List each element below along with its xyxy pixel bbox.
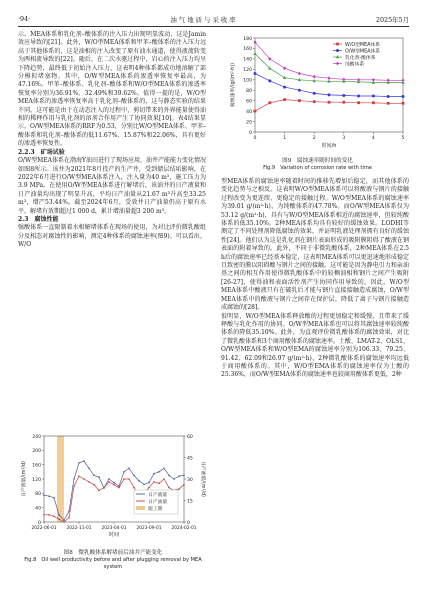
x-tick-label: 2023-04-01 bbox=[101, 526, 127, 531]
data-point bbox=[254, 110, 257, 113]
oil-point bbox=[133, 487, 135, 489]
right-column-text bbox=[221, 178, 409, 380]
oil-point bbox=[103, 487, 105, 489]
data-point bbox=[357, 78, 360, 82]
y-right-tick-label: 15 bbox=[187, 499, 193, 505]
liquid-point bbox=[143, 484, 145, 486]
oil-point bbox=[113, 484, 115, 486]
liquid-point bbox=[168, 475, 170, 477]
oil-point bbox=[53, 515, 55, 517]
data-point bbox=[283, 76, 286, 79]
liquid-point bbox=[123, 471, 125, 473]
data-point bbox=[268, 101, 271, 104]
data-point bbox=[253, 52, 256, 55]
y-tick-label: 160 bbox=[243, 47, 252, 53]
liquid-point bbox=[73, 478, 75, 480]
oil-point bbox=[108, 481, 110, 483]
series-line bbox=[255, 42, 403, 80]
data-point bbox=[357, 94, 360, 97]
oil-point bbox=[68, 517, 70, 519]
x-tick-label: 2022-11-01 bbox=[66, 526, 92, 531]
fig9-caption-cn: 图9 腐蚀速率随时间的变化 bbox=[282, 158, 353, 164]
oil-point bbox=[183, 484, 185, 486]
data-point bbox=[342, 94, 345, 97]
data-point bbox=[402, 102, 405, 105]
liquid-point bbox=[43, 494, 45, 496]
oil-point bbox=[88, 481, 90, 483]
fig8-caption-en: Fig.8 Oil well productivity before and after plugging removal by MEA system bbox=[24, 557, 202, 570]
data-point bbox=[401, 79, 404, 83]
oil-point bbox=[78, 475, 80, 477]
x-tick-label: 3 bbox=[342, 136, 346, 141]
liquid-point bbox=[128, 467, 130, 469]
y-right-tick-label: 60 bbox=[187, 434, 193, 440]
oil-point bbox=[93, 484, 95, 486]
liquid-point bbox=[53, 497, 55, 499]
header-rule bbox=[18, 26, 409, 27]
liquid-point bbox=[158, 471, 160, 473]
liquid-point bbox=[93, 475, 95, 477]
fig8-chart bbox=[18, 430, 208, 546]
liquid-point bbox=[68, 510, 70, 512]
fig9-caption bbox=[225, 158, 410, 172]
oil-point bbox=[73, 485, 75, 487]
data-point bbox=[313, 92, 316, 95]
y-left-tick-label: 120 bbox=[32, 477, 41, 483]
liquid-point bbox=[138, 480, 140, 482]
liquid-point bbox=[98, 476, 100, 478]
legend-label: 乳化剂-酸体系 bbox=[345, 55, 376, 61]
x-axis-label: 时间 bbox=[108, 532, 120, 538]
data-point bbox=[336, 49, 339, 52]
paragraph: 示。MEA体系和乳化剂–酸体系的注入压力出现明显波动，这是Jamin效应导致的[21]。此外，W/O型MEA体系和甲苯–酸体系的注入压力远高于其他体系的，这是油相的注入改变了原有油水通道，使得液流转变为两相流导致的[22]。随后，在二次水驱过程中，岩心的注入压力均呈下降趋势，最终低于初始注入压力，这表明4种体系都成功地溶解了部分模拟堵塞物。其中，O/W型MEA体系的渗透率恢复率最高，为47.16%。甲苯–酸体系、乳化剂–酸体系和W/O型MEA体系的渗透率恢复率分别为36.91%、32.49%和39.62%。值得一提的是，W/O型MEA体系的渗透率恢复率高于乳化剂–酸体系的，这与静态实验的结果不同。这可能是由于在动态注入的过程中，剪切带来的外界能量使得油相的稀释作用与乳化剂的溶剂合作用产生了协同效果[10]。表4结果显示，O/W型MEA体系的RRF为0.53，分别比W/O型MEA体系、甲苯–酸体系和乳化剂–酸体系的低11.67%、15.87%和22.06%，具有更好的渗透率恢复性。 bbox=[18, 31, 206, 148]
liquid-point bbox=[88, 467, 90, 469]
data-point bbox=[387, 95, 390, 98]
x-tick-label: 0 bbox=[253, 136, 257, 141]
data-point bbox=[372, 94, 375, 97]
oil-point bbox=[98, 490, 100, 492]
running-header bbox=[18, 14, 409, 24]
oil-point bbox=[128, 478, 130, 480]
page-number: ·94· bbox=[18, 15, 31, 23]
x-tick-label: 2022-06-01 bbox=[31, 526, 57, 531]
data-point bbox=[254, 72, 257, 75]
issue-date: 2025年5月 bbox=[375, 15, 409, 24]
y-tick-label: 20 bbox=[246, 120, 252, 126]
oil-point bbox=[58, 518, 60, 520]
oil-point bbox=[43, 514, 45, 516]
data-point bbox=[283, 66, 286, 70]
liquid-point bbox=[63, 519, 65, 521]
oil-point bbox=[163, 478, 165, 480]
paragraph: 型MEA体系的腐蚀速率随着时间的推移先增加后稳定，而其他体系的变化趋势与之相反。这表明W/O型MEA体系可以将酸液与钢片的接触过程改变为更连续、更稳定的接触过程。W/O型MEA体系的腐蚀速率为39.01 g/(m²·h)，为纯酸体系的47.78%。而O/W型MEA体系仅为53.12 g/(m²·h)，具有与W/O型MEA体系相近的腐蚀速率，但较纯酸体系的低35.10%。2种MEA体系均具有较好的缓蚀效果。LODHI等测定了不同处理剂降低腐蚀的效果，并证明乳液处理剂拥有良好的缓蚀性[24]。他们认为这是乳化剂在钢片表面形成的吸附膜阻碍了酸液在钢表面的附着导致的。此外，不同于非微乳酸体系，2种MEA体系在2.5 h后的腐蚀速率已经基本稳定，这表明MEA体系可以更迅速地形成稳定且致密的膜以阻碍酸与钢片之间的接触。这可能是因为静电引力和亲油基之间的相互作用使得微乳酸体系中的较稠油相和钢片之间产生吸附[26-27]，使得油和表面活性剂产生协同作用导致的。因此，W/O型MEA体系中酸液只有在破乳后才能与钢片直接接触造成腐蚀，O/W型MEA体系中的酸液与钢片之间存在保护层，降低了离子与钢片接触造成腐蚀的[28]。 bbox=[221, 178, 409, 312]
y-right-axis-label: 日产油量/(m³/d) bbox=[200, 461, 205, 497]
data-point bbox=[342, 77, 345, 81]
liquid-point bbox=[58, 514, 60, 516]
oil-point bbox=[153, 481, 155, 483]
data-point bbox=[298, 99, 301, 102]
fig9-caption-en: Fig.9 Variation of corrosion rate with time bbox=[263, 165, 372, 171]
y-tick-label: 100 bbox=[243, 78, 252, 84]
data-point bbox=[328, 93, 331, 96]
x-tick-label: 5 bbox=[401, 136, 405, 141]
liquid-point bbox=[173, 478, 175, 480]
data-point bbox=[372, 78, 375, 82]
oil-point bbox=[118, 487, 120, 489]
legend-label: 施工期 bbox=[148, 506, 163, 512]
paragraph: 强酸体系一直限制着水相解堵体系在现场的使用，为对比评价微乳酸组分及相态对腐蚀性的影响，测定4种体系的腐蚀速率(图9)。可以看出，W/O bbox=[18, 224, 206, 249]
oil-point bbox=[158, 483, 160, 485]
oil-point bbox=[123, 478, 125, 480]
liquid-point bbox=[183, 475, 185, 477]
y-tick-label: 40 bbox=[246, 109, 252, 115]
y-tick-label: 60 bbox=[246, 99, 252, 105]
data-point bbox=[327, 76, 330, 80]
liquid-point bbox=[178, 475, 180, 477]
y-left-axis-label: 日产液量/(m³/d) bbox=[22, 461, 27, 497]
x-axis-label: 时间/h bbox=[321, 143, 337, 149]
liquid-point bbox=[133, 475, 135, 477]
liquid-point bbox=[163, 467, 165, 469]
figure-8 bbox=[18, 430, 208, 571]
fig8-caption-cn: 图8 微乳酸体系解堵前后油井产能变化 bbox=[63, 550, 163, 556]
y-tick-label: 140 bbox=[243, 57, 252, 63]
data-point bbox=[298, 89, 301, 92]
figure-9 bbox=[225, 32, 410, 172]
journal-name: 油 气 地 质 与 采 收 率 bbox=[170, 15, 236, 24]
oil-point bbox=[83, 478, 85, 480]
data-point bbox=[336, 43, 339, 46]
y-tick-label: 80 bbox=[246, 89, 252, 95]
y-tick-label: 0 bbox=[249, 130, 252, 136]
liquid-point bbox=[153, 473, 155, 475]
y-left-tick-label: 160 bbox=[32, 463, 41, 469]
data-point bbox=[357, 101, 360, 104]
oil-point bbox=[178, 488, 180, 490]
data-point bbox=[283, 98, 286, 101]
oil-point bbox=[148, 487, 150, 489]
x-tick-label: 2 bbox=[312, 136, 316, 141]
y-left-tick-label: 0 bbox=[38, 520, 41, 526]
oil-point bbox=[48, 514, 50, 516]
data-point bbox=[268, 79, 271, 82]
liquid-point bbox=[83, 460, 85, 462]
x-tick-label: 2024-02-01 bbox=[171, 526, 197, 531]
data-point bbox=[313, 75, 316, 79]
oil-point bbox=[63, 521, 65, 523]
liquid-point bbox=[48, 495, 50, 497]
y-tick-label: 120 bbox=[243, 68, 252, 74]
paragraph: 很明显，W/O型MEA体系释放酸的过程更加稳定和缓慢，且带来了缓释酸与乳化作用的协同。O/W型MEA体系也可以将其腐蚀速率较纯酸体系的降低35.10%。此外，为直观评价微乳酸体系的腐蚀效果，对比了微乳酸体系和3个商用酸体系的腐蚀速率。土酸、LMAT-2、OLS1、O/W型MEA体系和W/O型EMA的腐蚀速率分别为106.33、79.25、91.42、62.09和26.97 g/(m²·h)，2种微乳酸体系的腐蚀速率均远低于商用酸体系的。其中，W/O型EMA体系的腐蚀速率仅为土酸的25.36%，而O/W型EMA体系的腐蚀速率也较商用酸体系更低，2种 bbox=[221, 312, 409, 379]
data-point bbox=[372, 101, 375, 104]
oil-point bbox=[168, 487, 170, 489]
left-column-text bbox=[18, 31, 206, 331]
y-axis-label: 腐蚀速率/(g/(m²·h)) bbox=[231, 62, 236, 108]
y-left-tick-label: 80 bbox=[35, 492, 41, 498]
fig9-chart bbox=[225, 32, 410, 154]
x-tick-label: 4 bbox=[371, 136, 375, 141]
fig8-caption bbox=[18, 550, 208, 571]
liquid-point bbox=[113, 482, 115, 484]
paragraph: O/W型MEA体系在渤海Y油田进行了现场应用，油井产能能力变化情况如图8所示。该井为2021年8月投产的生产井，受到储层结垢影响，在2022年6月进行O/W型MEA体系注入，注入量为40 m³，施工压力为3.9 MPa。在使用O/W型MEA体系进行解堵后，该油井的日产液量和日产油量均出现了明显升高，平均日产油量从21.67 m³升高至33.25 m³，增产53.44%。截至2024年6月，受效井日产油量仍高于原有水平，解堵有效期超过1 000 d，累计增油量超3 200 m³。 bbox=[18, 157, 206, 215]
legend-label: W/O型MEA体系 bbox=[345, 42, 380, 48]
data-point bbox=[298, 72, 301, 76]
y-right-tick-label: 0 bbox=[187, 520, 190, 526]
legend-label: 日产液量 bbox=[148, 492, 168, 498]
liquid-point bbox=[108, 478, 110, 480]
x-tick-label: 1 bbox=[283, 136, 287, 141]
plot-frame bbox=[255, 38, 403, 132]
data-point bbox=[336, 62, 339, 66]
data-point bbox=[402, 95, 405, 98]
legend-label: 纯酸体系 bbox=[345, 62, 365, 68]
data-point bbox=[328, 101, 331, 104]
section-heading-23: 2.3 腐蚀性能 bbox=[18, 215, 59, 223]
y-right-tick-label: 30 bbox=[187, 477, 193, 483]
data-point bbox=[283, 86, 286, 89]
x-tick-label: 2023-09-01 bbox=[136, 526, 162, 531]
legend-label: 日产油量 bbox=[148, 499, 168, 505]
data-point bbox=[387, 79, 390, 83]
data-point bbox=[342, 101, 345, 104]
data-point bbox=[387, 102, 390, 105]
y-tick-label: 180 bbox=[243, 36, 252, 42]
y-left-tick-label: 240 bbox=[32, 434, 41, 440]
y-left-tick-label: 40 bbox=[35, 506, 41, 512]
legend-label: O/W型MEA体系 bbox=[345, 49, 380, 55]
liquid-point bbox=[78, 462, 80, 464]
y-right-tick-label: 45 bbox=[187, 456, 193, 462]
liquid-point bbox=[148, 482, 150, 484]
data-point bbox=[313, 100, 316, 103]
section-heading-223: 2.2.3 矿场试验 bbox=[18, 148, 65, 156]
legend-swatch bbox=[136, 506, 145, 510]
construction-period-band bbox=[57, 436, 64, 522]
y-left-tick-label: 200 bbox=[32, 449, 41, 455]
